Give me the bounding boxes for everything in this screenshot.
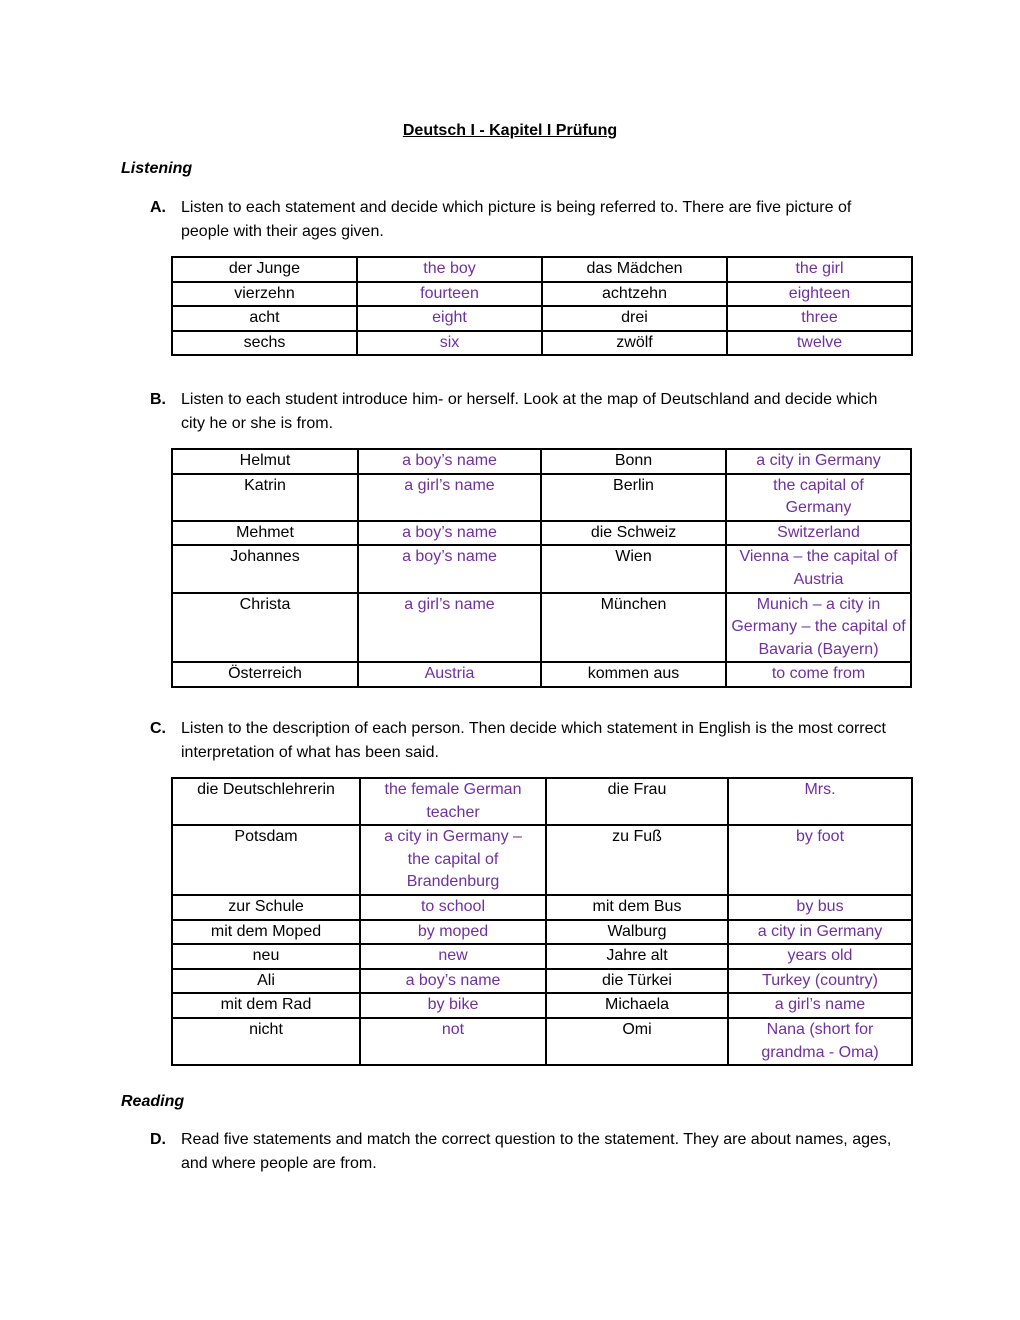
english-answer: years old	[728, 944, 912, 969]
table-row	[172, 1018, 912, 1065]
instruction-letter: A.	[150, 199, 166, 216]
english-answer: Munich – a city in Germany – the capital of Bavaria (Bayern)	[726, 593, 911, 663]
english-answer: a city in Germany – the capital of Brandenburg	[360, 825, 546, 895]
english-answer: a girl’s name	[358, 474, 541, 521]
instruction-letter: C.	[150, 720, 166, 737]
english-answer: the girl	[727, 257, 912, 282]
instruction-b	[150, 388, 895, 436]
german-term: zur Schule	[172, 895, 360, 920]
english-answer: new	[360, 944, 546, 969]
english-answer: a city in Germany	[728, 920, 912, 945]
english-answer: to school	[360, 895, 546, 920]
instruction-text: Listen to each statement and decide which picture is being referred to. There are five picture of people with their ages given.	[181, 199, 852, 240]
english-answer: Mrs.	[728, 778, 912, 825]
german-term: Potsdam	[172, 825, 360, 895]
german-term: achtzehn	[542, 282, 727, 307]
table-row	[172, 662, 911, 687]
english-answer: Vienna – the capital of Austria	[726, 545, 911, 592]
german-term: Johannes	[172, 545, 358, 592]
english-answer: the female German teacher	[360, 778, 546, 825]
instruction-a	[150, 196, 895, 244]
table-row	[172, 778, 912, 825]
section-heading-listening: Listening	[121, 160, 193, 177]
instruction-text: Listen to each student introduce him- or herself. Look at the map of Deutschland and decide which city he or she is from.	[181, 391, 878, 432]
german-term: vierzehn	[172, 282, 357, 307]
english-answer: by foot	[728, 825, 912, 895]
english-answer: Austria	[358, 662, 541, 687]
table-row	[172, 825, 912, 895]
german-term: Bonn	[541, 449, 726, 474]
table-row	[172, 969, 912, 994]
german-term: Jahre alt	[546, 944, 728, 969]
english-answer: twelve	[727, 331, 912, 356]
english-answer: not	[360, 1018, 546, 1065]
table-row	[172, 920, 912, 945]
table-row	[172, 306, 912, 331]
german-term: Christa	[172, 593, 358, 663]
german-term: Helmut	[172, 449, 358, 474]
german-term: neu	[172, 944, 360, 969]
english-answer: six	[357, 331, 542, 356]
german-term: die Schweiz	[541, 521, 726, 546]
german-term: Wien	[541, 545, 726, 592]
german-term: acht	[172, 306, 357, 331]
table-row	[172, 593, 911, 663]
table-row	[172, 993, 912, 1018]
english-answer: a boy’s name	[358, 449, 541, 474]
english-answer: Turkey (country)	[728, 969, 912, 994]
table-row	[172, 895, 912, 920]
english-answer: the boy	[357, 257, 542, 282]
instruction-letter: D.	[150, 1131, 166, 1148]
german-term: zu Fuß	[546, 825, 728, 895]
german-term: mit dem Bus	[546, 895, 728, 920]
german-term: die Deutschlehrerin	[172, 778, 360, 825]
german-term: Österreich	[172, 662, 358, 687]
table-row	[172, 545, 911, 592]
section-heading-reading: Reading	[121, 1093, 185, 1110]
german-term: nicht	[172, 1018, 360, 1065]
english-answer: a boy’s name	[358, 545, 541, 592]
table-row	[172, 944, 912, 969]
german-term: Omi	[546, 1018, 728, 1065]
german-term: mit dem Rad	[172, 993, 360, 1018]
german-term: kommen aus	[541, 662, 726, 687]
table-row	[172, 257, 912, 282]
instruction-letter: B.	[150, 391, 166, 408]
english-answer: eighteen	[727, 282, 912, 307]
instruction-c	[150, 717, 895, 765]
vocab-table-c	[171, 777, 913, 1066]
english-answer: the capital of Germany	[726, 474, 911, 521]
english-answer: a girl’s name	[358, 593, 541, 663]
german-term: Walburg	[546, 920, 728, 945]
english-answer: by bike	[360, 993, 546, 1018]
german-term: sechs	[172, 331, 357, 356]
page-title: Deutsch I - Kapitel I Prüfung	[402, 122, 618, 139]
english-answer: by bus	[728, 895, 912, 920]
english-answer: to come from	[726, 662, 911, 687]
german-term: Berlin	[541, 474, 726, 521]
table-row	[172, 331, 912, 356]
english-answer: a boy’s name	[360, 969, 546, 994]
english-answer: by moped	[360, 920, 546, 945]
instruction-d	[150, 1128, 895, 1176]
german-term: die Türkei	[546, 969, 728, 994]
english-answer: a girl’s name	[728, 993, 912, 1018]
german-term: Mehmet	[172, 521, 358, 546]
english-answer: three	[727, 306, 912, 331]
german-term: mit dem Moped	[172, 920, 360, 945]
english-answer: fourteen	[357, 282, 542, 307]
vocab-table-a	[171, 256, 913, 356]
table-row	[172, 282, 912, 307]
german-term: Ali	[172, 969, 360, 994]
instruction-text: Read five statements and match the correct question to the statement. They are about names, ages, and where people are from.	[181, 1131, 892, 1172]
english-answer: eight	[357, 306, 542, 331]
table-row	[172, 521, 911, 546]
german-term: München	[541, 593, 726, 663]
instruction-text: Listen to the description of each person. Then decide which statement in English is the most correct interpretation of what has been said.	[181, 720, 886, 761]
german-term: der Junge	[172, 257, 357, 282]
english-answer: a boy’s name	[358, 521, 541, 546]
english-answer: Nana (short for grandma - Oma)	[728, 1018, 912, 1065]
vocab-table-b	[171, 448, 912, 688]
table-row	[172, 449, 911, 474]
german-term: zwölf	[542, 331, 727, 356]
german-term: Katrin	[172, 474, 358, 521]
english-answer: Switzerland	[726, 521, 911, 546]
german-term: die Frau	[546, 778, 728, 825]
english-answer: a city in Germany	[726, 449, 911, 474]
german-term: Michaela	[546, 993, 728, 1018]
table-row	[172, 474, 911, 521]
german-term: drei	[542, 306, 727, 331]
german-term: das Mädchen	[542, 257, 727, 282]
